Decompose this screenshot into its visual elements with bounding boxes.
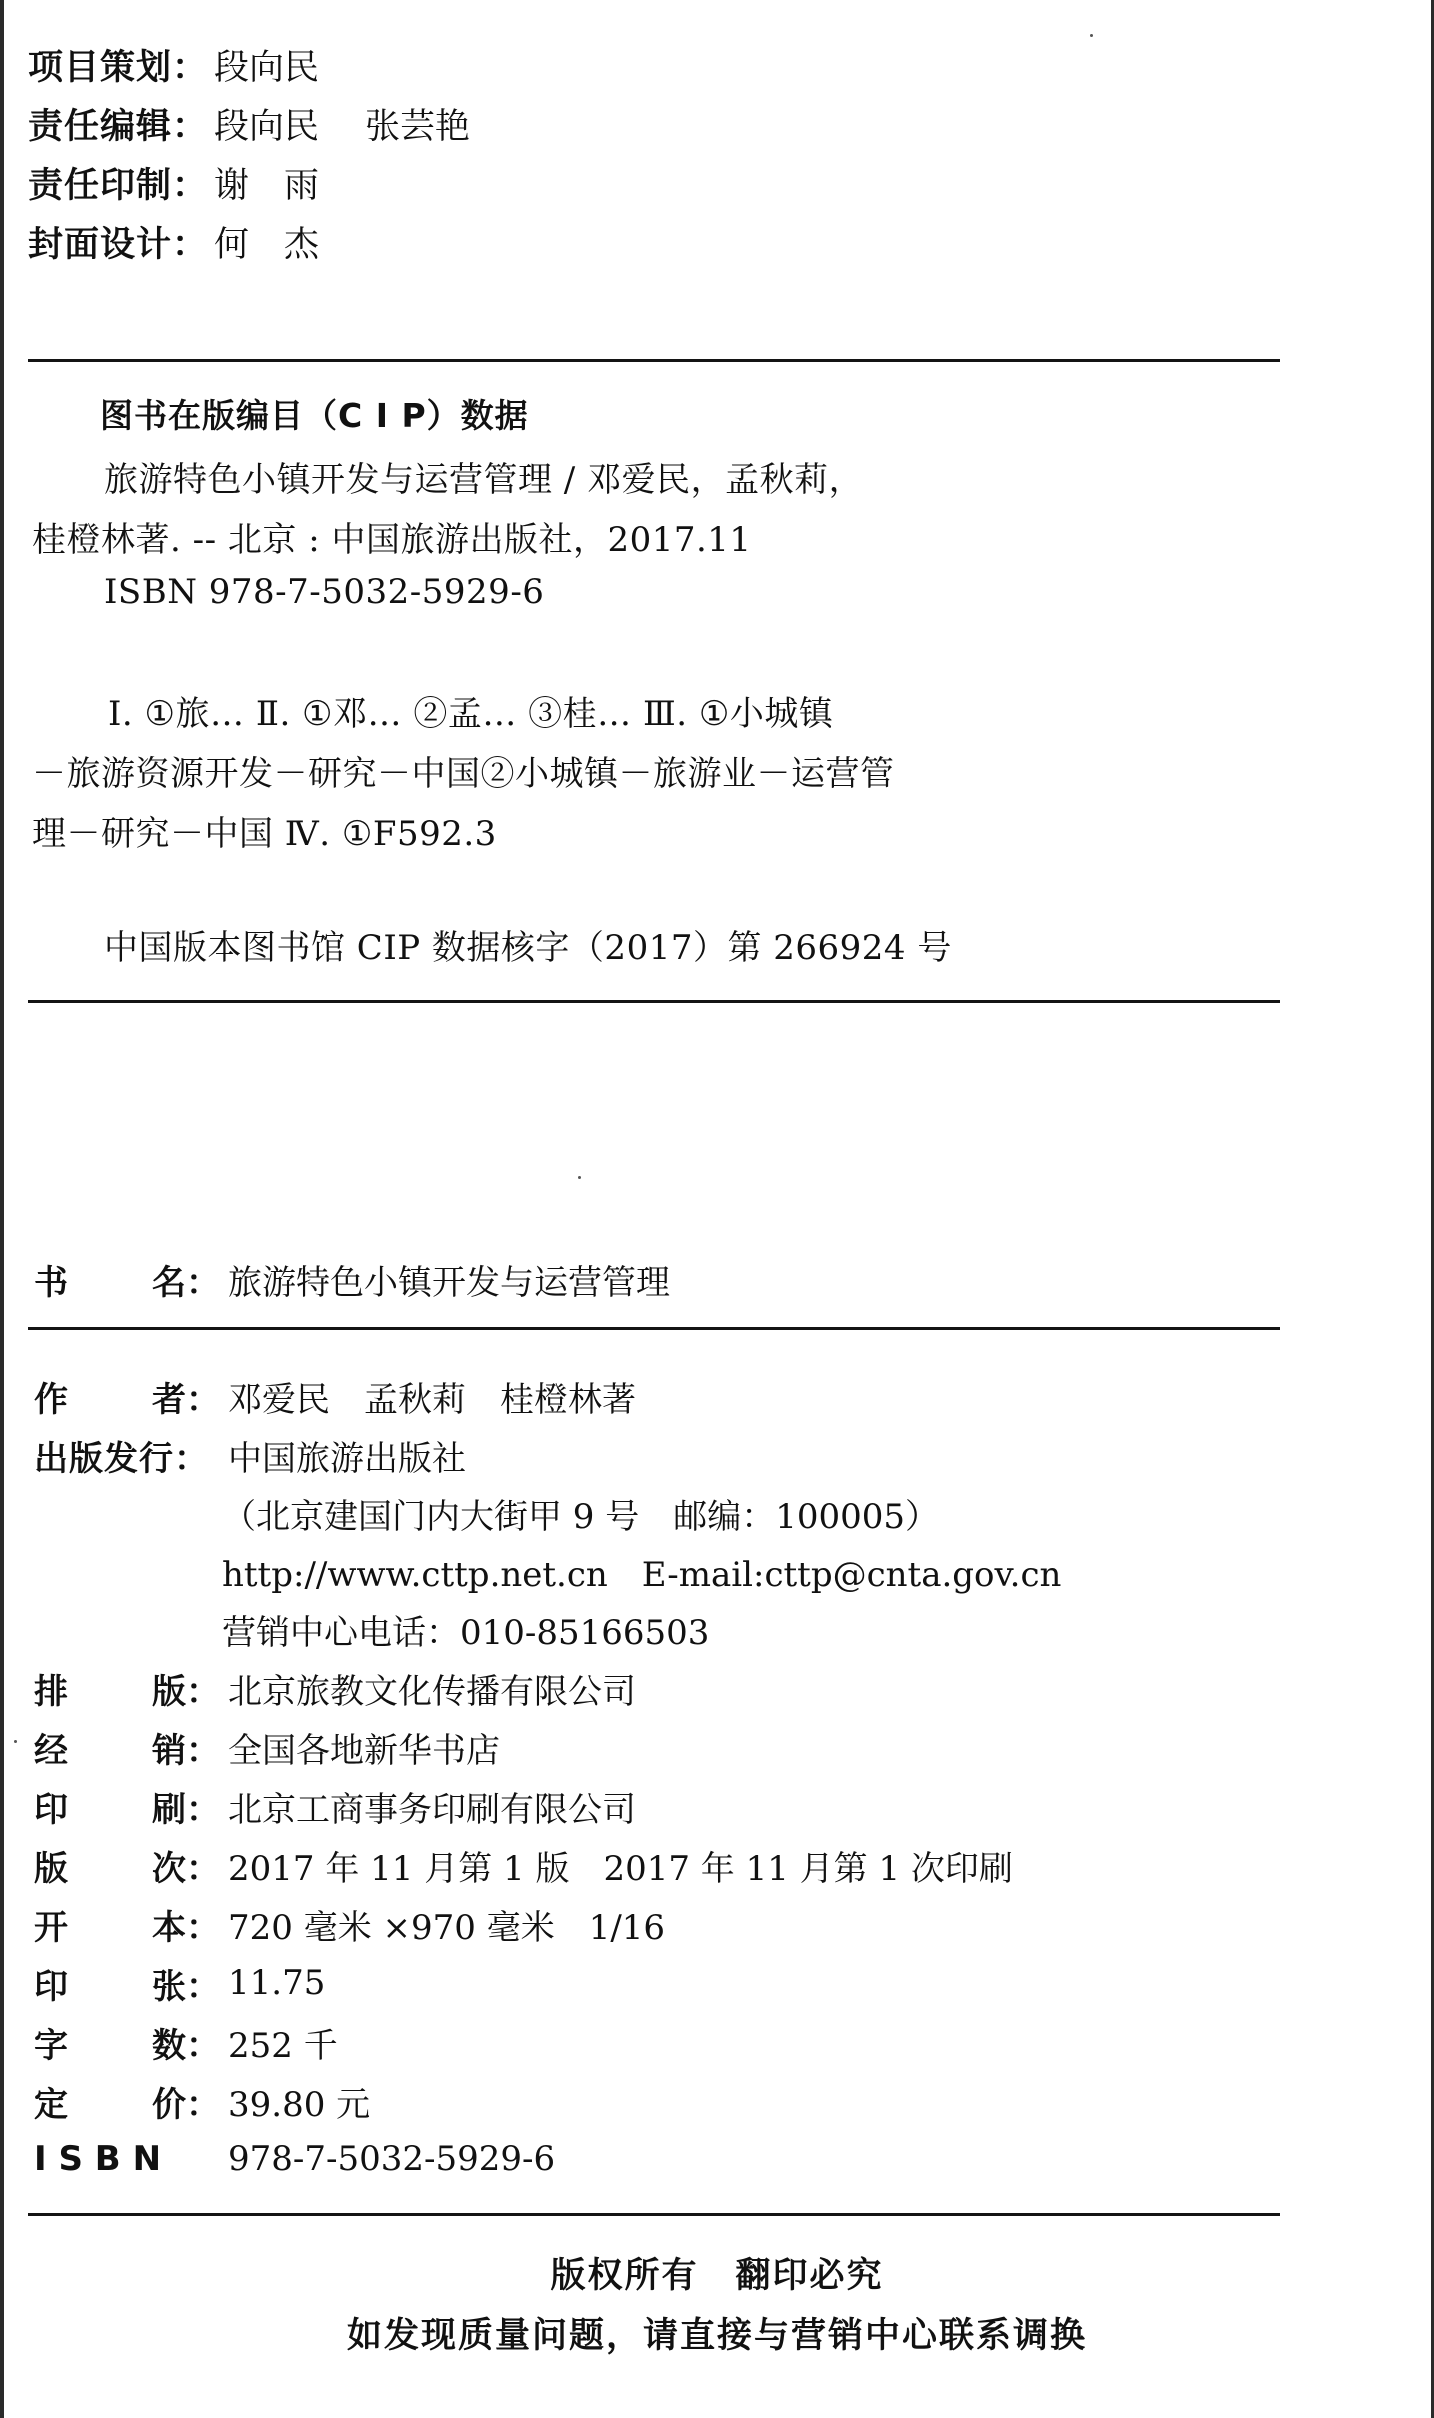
publisher-address: （北京建国门内大街甲 9 号 邮编：100005） bbox=[222, 1496, 940, 1537]
field-label: 书 名： bbox=[34, 1262, 220, 1303]
divider-rule bbox=[28, 1327, 1280, 1330]
edition-row bbox=[34, 1839, 1013, 1891]
cip-record-number: 中国版本图书馆 CIP 数据核字（2017）第 266924 号 bbox=[104, 928, 952, 968]
publisher-row bbox=[34, 1429, 466, 1481]
book-title: 旅游特色小镇开发与运营管理 bbox=[228, 1262, 670, 1303]
credit-label: 责任印制： bbox=[28, 166, 209, 206]
credit-value: 何 杰 bbox=[214, 225, 320, 265]
distributor-row bbox=[34, 1721, 500, 1773]
credit-label: 责任编辑： bbox=[28, 107, 209, 147]
field-label: 印 刷： bbox=[34, 1789, 220, 1830]
printer-value: 北京工商事务印刷有限公司 bbox=[228, 1789, 636, 1830]
format-row bbox=[34, 1898, 665, 1950]
credit-label: 项目策划： bbox=[28, 48, 209, 88]
field-label: 出版发行： bbox=[34, 1438, 209, 1479]
book-title-row bbox=[34, 1253, 670, 1305]
cip-line: ISBN 978-7-5032-5929-6 bbox=[104, 572, 545, 612]
cip-class-line: 理－研究－中国 Ⅳ. ①F592.3 bbox=[32, 814, 497, 854]
quality-notice: 如发现质量问题，请直接与营销中心联系调换 bbox=[346, 2316, 1087, 2356]
format-value: 720 毫米 ×970 毫米 1/16 bbox=[228, 1907, 666, 1948]
field-label: 开 本： bbox=[34, 1907, 220, 1948]
publisher-web: http://www.cttp.net.cn E-mail:cttp@cnta.gov.cn bbox=[222, 1554, 1062, 1595]
field-label: 印 张： bbox=[34, 1966, 220, 2007]
credit-print-supervisor bbox=[28, 158, 319, 208]
cip-title: 图书在版编目（C I P）数据 bbox=[100, 396, 529, 435]
cip-line: 桂橙林著. -- 北京 : 中国旅游出版社，2017.11 bbox=[32, 520, 752, 560]
credit-value: 段向民 bbox=[214, 107, 320, 147]
author-value: 邓爱民 孟秋莉 桂橙林著 bbox=[228, 1379, 636, 1420]
isbn-value: 978-7-5032-5929-6 bbox=[228, 2139, 556, 2179]
edition-value: 2017 年 11 月第 1 版 2017 年 11 月第 1 次印刷 bbox=[228, 1848, 1013, 1889]
word-count-row bbox=[34, 2016, 338, 2068]
credit-editor bbox=[28, 99, 470, 149]
credit-planner bbox=[28, 40, 319, 90]
print-speck bbox=[1090, 34, 1093, 37]
credit-value: 段向民 bbox=[214, 48, 320, 88]
author-row bbox=[34, 1370, 636, 1422]
credit-value-second: 张芸艳 bbox=[365, 107, 471, 147]
isbn-row bbox=[34, 2133, 555, 2185]
divider-rule bbox=[28, 2213, 1280, 2216]
sheets-value: 11.75 bbox=[228, 1963, 326, 2003]
field-label: 字 数： bbox=[34, 2025, 220, 2066]
cip-class-line: Ⅰ. ①旅… Ⅱ. ①邓… ②孟… ③桂… Ⅲ. ①小城镇 bbox=[108, 694, 834, 734]
divider-rule bbox=[28, 1000, 1280, 1003]
distributor-value: 全国各地新华书店 bbox=[228, 1730, 500, 1771]
publisher-value: 中国旅游出版社 bbox=[228, 1438, 466, 1479]
printer-row bbox=[34, 1780, 636, 1832]
cip-class-line: －旅游资源开发－研究－中国②小城镇－旅游业－运营管 bbox=[32, 754, 895, 794]
credit-label: 封面设计： bbox=[28, 225, 209, 265]
print-speck bbox=[578, 1176, 581, 1179]
copyright-notice: 版权所有 翻印必究 bbox=[550, 2256, 884, 2296]
price-value: 39.80 元 bbox=[228, 2084, 371, 2125]
typeset-value: 北京旅教文化传播有限公司 bbox=[228, 1671, 636, 1712]
publisher-phone: 营销中心电话：010-85166503 bbox=[222, 1612, 710, 1653]
field-label: 作 者： bbox=[34, 1379, 220, 1420]
field-label: 经 销： bbox=[34, 1730, 220, 1771]
divider-rule bbox=[28, 359, 1280, 362]
word-count-value: 252 千 bbox=[228, 2025, 338, 2066]
page-border-left bbox=[0, 0, 4, 2418]
print-speck bbox=[14, 1740, 17, 1743]
credit-cover-design bbox=[28, 217, 319, 267]
price-row bbox=[34, 2075, 370, 2127]
field-label: I S B N bbox=[34, 2139, 162, 2179]
sheets-row bbox=[34, 1957, 325, 2009]
credit-value: 谢 雨 bbox=[214, 166, 320, 206]
cip-line: 旅游特色小镇开发与运营管理 / 邓爱民，孟秋莉， bbox=[104, 460, 864, 500]
typeset-row bbox=[34, 1662, 636, 1714]
field-label: 定 价： bbox=[34, 2084, 220, 2125]
field-label: 版 次： bbox=[34, 1848, 220, 1889]
field-label: 排 版： bbox=[34, 1671, 220, 1712]
